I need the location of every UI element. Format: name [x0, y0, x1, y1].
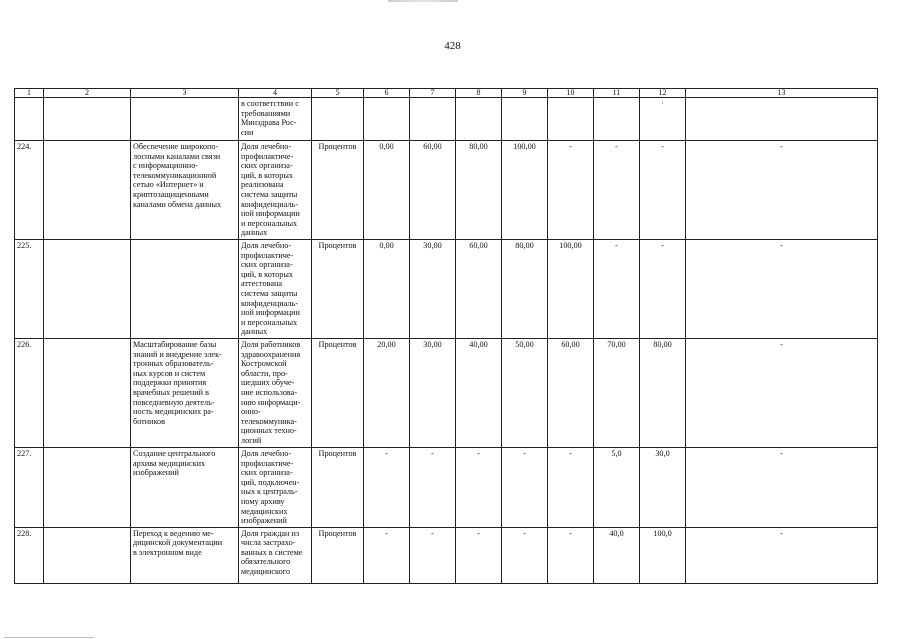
- value-cell: 70,00: [594, 338, 640, 447]
- indicator-cell: Доля граждан из числа застрахо- ванных в системе обязательного медицинского: [239, 527, 312, 583]
- col-header: 12: [640, 89, 686, 98]
- value-cell: [456, 98, 502, 141]
- event-cell: Создание центрального архива медицинских изображений: [131, 447, 239, 527]
- value-cell: [410, 98, 456, 141]
- row-number-cell: 228.: [15, 527, 44, 583]
- col-header: 7: [410, 89, 456, 98]
- value-cell: -: [364, 527, 410, 583]
- unit-cell: Процентов: [312, 239, 364, 338]
- value-cell: 100,00: [548, 239, 594, 338]
- value-cell: -: [548, 141, 594, 240]
- program-indicators-table: [14, 88, 878, 584]
- value-cell: -: [456, 527, 502, 583]
- event-cell: [131, 239, 239, 338]
- note-cell: -: [686, 527, 878, 583]
- note-cell: -: [686, 447, 878, 527]
- unit-cell: Процентов: [312, 141, 364, 240]
- value-cell: -: [410, 527, 456, 583]
- value-cell: -: [502, 447, 548, 527]
- value-cell: [364, 98, 410, 141]
- col-header: 6: [364, 89, 410, 98]
- indicator-cell: Доля работников здравоохранения Костромской области, про- шедших обуче- ние использова- нию информаци- онно- телекоммуника- ционных техно- логий: [239, 338, 312, 447]
- unit-cell: Процентов: [312, 447, 364, 527]
- indicator-cell: Доля лечебно- профилактиче- ских организа- ций, в которых реализована система защиты конфиденциаль- ной информации и персональных данных: [239, 141, 312, 240]
- value-cell: -: [456, 447, 502, 527]
- table-row: [15, 239, 878, 338]
- table-row-continuation: [15, 98, 878, 141]
- value-cell: 80,00: [456, 141, 502, 240]
- col-header: 9: [502, 89, 548, 98]
- scan-mark: [4, 637, 94, 638]
- value-cell: 100,0: [640, 527, 686, 583]
- table-row: [15, 527, 878, 583]
- col-header: 4: [239, 89, 312, 98]
- unit-cell: Процентов: [312, 527, 364, 583]
- table-row: [15, 141, 878, 240]
- value-cell: 60,00: [548, 338, 594, 447]
- value-cell: -: [410, 447, 456, 527]
- value-cell: 40,0: [594, 527, 640, 583]
- row-number-cell: 224.: [15, 141, 44, 240]
- row-number-cell: 226.: [15, 338, 44, 447]
- value-cell: 40,00: [456, 338, 502, 447]
- indicator-cell: Доля лечебно- профилактиче- ских организа- ций, в которых аттестована система защиты конфиденциаль- ной информации и персональных данных: [239, 239, 312, 338]
- col-header: 11: [594, 89, 640, 98]
- unit-cell: [312, 98, 364, 141]
- col-header: 2: [44, 89, 131, 98]
- value-cell: [548, 98, 594, 141]
- row-number-cell: 225.: [15, 239, 44, 338]
- value-cell: -: [364, 447, 410, 527]
- col-header: 5: [312, 89, 364, 98]
- value-cell: 0,00: [364, 239, 410, 338]
- value-cell: 80,00: [640, 338, 686, 447]
- column-number-row: [15, 89, 878, 98]
- value-cell: 20,00: [364, 338, 410, 447]
- value-cell: -: [502, 527, 548, 583]
- value-cell: ·: [640, 98, 686, 141]
- value-cell: 30,00: [410, 239, 456, 338]
- value-cell: -: [594, 141, 640, 240]
- value-cell: -: [640, 239, 686, 338]
- empty-cell: [44, 239, 131, 338]
- row-number-cell: 227.: [15, 447, 44, 527]
- note-cell: -: [686, 338, 878, 447]
- value-cell: 60,00: [410, 141, 456, 240]
- note-cell: -: [686, 239, 878, 338]
- note-cell: [686, 98, 878, 141]
- empty-cell: [44, 141, 131, 240]
- empty-cell: [44, 447, 131, 527]
- value-cell: 5,0: [594, 447, 640, 527]
- event-cell: [131, 98, 239, 141]
- value-cell: 80,00: [502, 239, 548, 338]
- value-cell: -: [548, 527, 594, 583]
- col-header: 1: [15, 89, 44, 98]
- page-number: 428: [444, 40, 461, 52]
- empty-cell: [44, 98, 131, 141]
- value-cell: 50,00: [502, 338, 548, 447]
- event-cell: Масштабирование базы знаний и внедрение элек- тронных образователь- ных курсов и систем поддержки принятия врачебных решений в повседневную деятель- ность медицинских ра- ботников: [131, 338, 239, 447]
- value-cell: 30,0: [640, 447, 686, 527]
- event-cell: Переход к ведению ме- дицинской документации в электронном виде: [131, 527, 239, 583]
- value-cell: 100,00: [502, 141, 548, 240]
- value-cell: -: [594, 239, 640, 338]
- note-cell: -: [686, 141, 878, 240]
- value-cell: 30,00: [410, 338, 456, 447]
- value-cell: -: [548, 447, 594, 527]
- value-cell: 60,00: [456, 239, 502, 338]
- value-cell: [594, 98, 640, 141]
- col-header: 13: [686, 89, 878, 98]
- col-header: 8: [456, 89, 502, 98]
- empty-cell: [44, 527, 131, 583]
- indicator-cell: в соответствии с требованиями Минздрава Рос- сии: [239, 98, 312, 141]
- value-cell: 0,00: [364, 141, 410, 240]
- col-header: 3: [131, 89, 239, 98]
- value-cell: [502, 98, 548, 141]
- event-cell: Обеспечение широкопо- лосными каналами связи с информационно- телекоммуникационной сетью «Интернет» и криптозащищенными каналами обмена данных: [131, 141, 239, 240]
- unit-cell: Процентов: [312, 338, 364, 447]
- col-header: 10: [548, 89, 594, 98]
- scan-smudge: [388, 0, 458, 2]
- indicator-cell: Доля лечебно- профилактиче- ских организа- ций, подключен- ных к централь- ному архиву медицинских изображений: [239, 447, 312, 527]
- table-row: [15, 338, 878, 447]
- value-cell: -: [640, 141, 686, 240]
- table-row: [15, 447, 878, 527]
- row-number-cell: [15, 98, 44, 141]
- empty-cell: [44, 338, 131, 447]
